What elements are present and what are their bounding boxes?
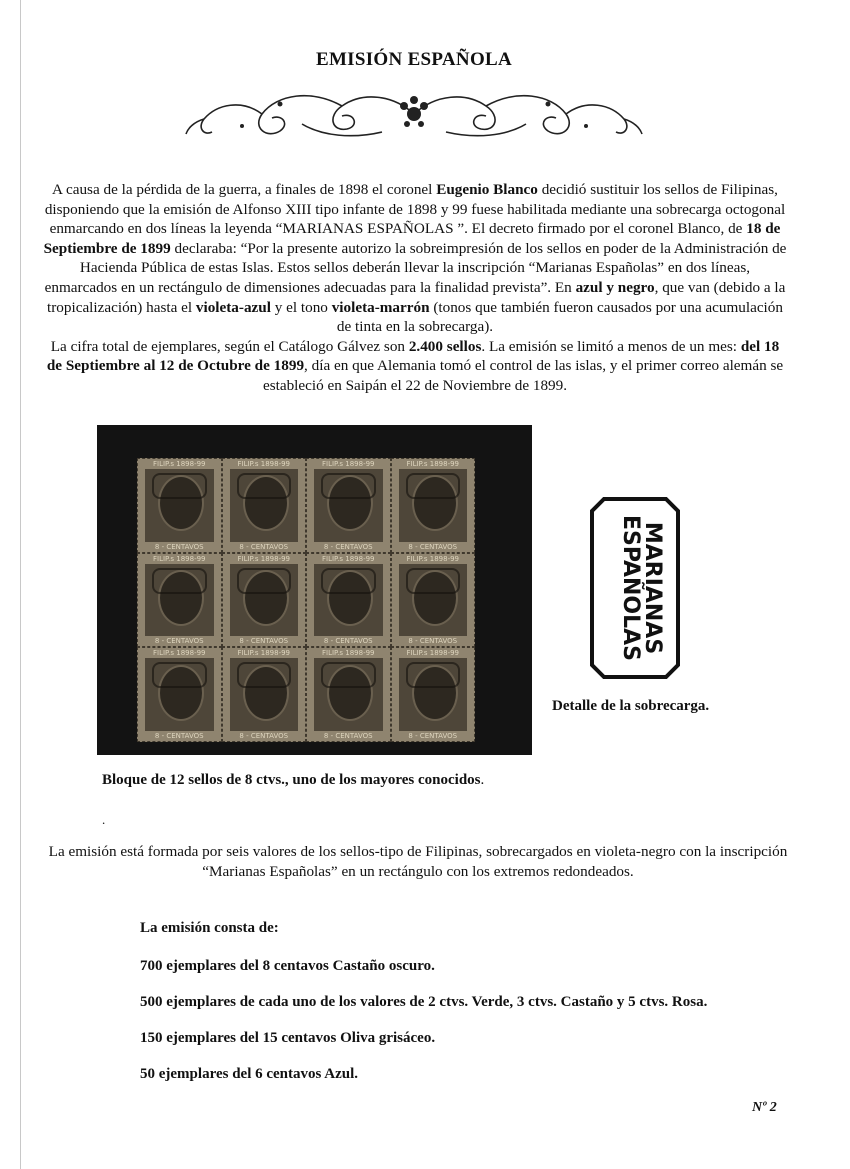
stamp-top-text: FILIP.s 1898-99 xyxy=(237,649,291,658)
overprint-mark xyxy=(237,662,292,688)
stamp-top-text: FILIP.s 1898-99 xyxy=(152,460,206,468)
stamp-value-text: 8 - CENTAVOS xyxy=(239,731,289,740)
overprint-mark xyxy=(237,568,292,594)
stamp xyxy=(391,458,476,553)
stamp xyxy=(137,647,222,742)
issue-list-item: 500 ejemplares de cada uno de los valores de 2 ctvs. Verde, 3 ctvs. Castaño y 5 ctvs. Rosa. xyxy=(140,994,708,1010)
intro-paragraph-1: A causa de la pérdida de la guerra, a finales de 1898 el coronel Eugenio Blanco decidió sustituir los sellos de Filipinas, disponiendo que la emisión de Alfonso XIII tipo infante de 1898 y 99 fuese habilitada mediante una sobrecarga octogonal enmarcando en dos líneas la leyenda “MARIANAS ESPAÑOLAS ”. El decreto firmado por el coronel Blanco, de 18 de Septiembre de 1899 declaraba: “Por la presente autorizo la sobreimpresión de los sellos en poder de la Administración de Hacienda Pública de estas Islas. Estos sellos deberán llevar la inscripción “Marianas Españolas” en dos líneas, enmarcados en un rectángulo de dimensiones adecuadas para la finalidad prevista”. En azul y negro, que van (debido a la tropicalización) hasta el violeta-azul y el tono violeta-marrón (tonos que también fueron causados por una acumulación de tinta en la sobrecarga). xyxy=(43,181,787,336)
stamp-top-text: FILIP.s 1898-99 xyxy=(237,554,291,563)
stamp-value-text: 8 - CENTAVOS xyxy=(408,637,458,646)
stamp-value-text: 8 - CENTAVOS xyxy=(239,637,289,646)
stamp-value-text: 8 - CENTAVOS xyxy=(154,637,204,646)
stamp xyxy=(137,553,222,648)
intro-text xyxy=(42,180,788,396)
stamp xyxy=(306,553,391,648)
stamp xyxy=(306,647,391,742)
page-number: Nº 2 xyxy=(752,1100,777,1115)
stamp-top-text: FILIP.s 1898-99 xyxy=(152,554,206,563)
stamp-top-text: FILIP.s 1898-99 xyxy=(406,554,460,563)
overprint-mark xyxy=(237,473,292,499)
stamp-value-text: 8 - CENTAVOS xyxy=(154,731,204,740)
stamp-top-text: FILIP.s 1898-99 xyxy=(152,649,206,658)
composition-text: La emisión está formada por seis valores de los sellos-tipo de Filipinas, sobrecargados en violeta-negro con la inscripción “Marianas Españolas” en un rectángulo con los extremos redondeados. xyxy=(48,843,788,880)
stamp xyxy=(391,647,476,742)
stray-dot: . xyxy=(102,812,106,827)
stamp-top-text: FILIP.s 1898-99 xyxy=(321,554,375,563)
stamp xyxy=(391,553,476,648)
stamp-top-text: FILIP.s 1898-99 xyxy=(321,460,375,468)
overprint-mark xyxy=(152,662,207,688)
stamp-value-text: 8 - CENTAVOS xyxy=(408,731,458,740)
stamp-block-grid xyxy=(137,458,475,742)
page-border-line xyxy=(20,0,21,1169)
issue-list-item: 700 ejemplares del 8 centavos Castaño oscuro. xyxy=(140,958,435,974)
stamp xyxy=(222,647,307,742)
stamp-block-photo xyxy=(97,425,532,755)
stamp-top-text: FILIP.s 1898-99 xyxy=(237,460,291,468)
stamp xyxy=(222,458,307,553)
page-title: EMISIÓN ESPAÑOLA xyxy=(315,49,513,70)
issue-list-item: 50 ejemplares del 6 centavos Azul. xyxy=(140,1066,359,1082)
overprint-caption: Detalle de la sobrecarga. xyxy=(552,698,710,714)
overprint-mark xyxy=(321,662,376,688)
issue-list xyxy=(140,956,707,1100)
stamp xyxy=(306,458,391,553)
issue-list-item: 150 ejemplares del 15 centavos Oliva grisáceo. xyxy=(140,1030,436,1046)
stamp-value-text: 8 - CENTAVOS xyxy=(323,731,373,740)
stamp-top-text: FILIP.s 1898-99 xyxy=(406,649,460,658)
overprint-mark xyxy=(152,473,207,499)
overprint-mark xyxy=(406,473,461,499)
issue-list-title: La emisión consta de: xyxy=(140,920,279,936)
stamp-top-text: FILIP.s 1898-99 xyxy=(406,460,460,468)
intro-paragraph-2: La cifra total de ejemplares, según el Catálogo Gálvez son 2.400 sellos. La emisión se limitó a menos de un mes: del 18 de Septiembre al 12 de Octubre de 1899, día en que Alemania tomó el control de las islas, y el primer correo alemán se estableció en Saipán el 22 de Noviembre de 1899. xyxy=(46,337,784,394)
stamp-value-text: 8 - CENTAVOS xyxy=(323,542,373,551)
overprint-mark xyxy=(321,473,376,499)
stamp-value-text: 8 - CENTAVOS xyxy=(239,542,289,551)
overprint-mark xyxy=(321,568,376,594)
overprint-mark xyxy=(152,568,207,594)
flourish-ornament xyxy=(182,84,646,144)
overprint-line-1: MARIANAS xyxy=(640,521,665,655)
overprint-detail xyxy=(590,497,680,679)
stamp xyxy=(222,553,307,648)
stamp xyxy=(137,458,222,553)
stamp-top-text: FILIP.s 1898-99 xyxy=(321,649,375,658)
overprint-mark xyxy=(406,568,461,594)
block-caption: Bloque de 12 sellos de 8 ctvs., uno de los mayores conocidos. xyxy=(102,772,485,788)
stamp-value-text: 8 - CENTAVOS xyxy=(154,542,204,551)
overprint-line-2: ESPAÑOLAS xyxy=(618,514,643,662)
stamp-value-text: 8 - CENTAVOS xyxy=(323,637,373,646)
overprint-mark xyxy=(406,662,461,688)
stamp-value-text: 8 - CENTAVOS xyxy=(408,542,458,551)
